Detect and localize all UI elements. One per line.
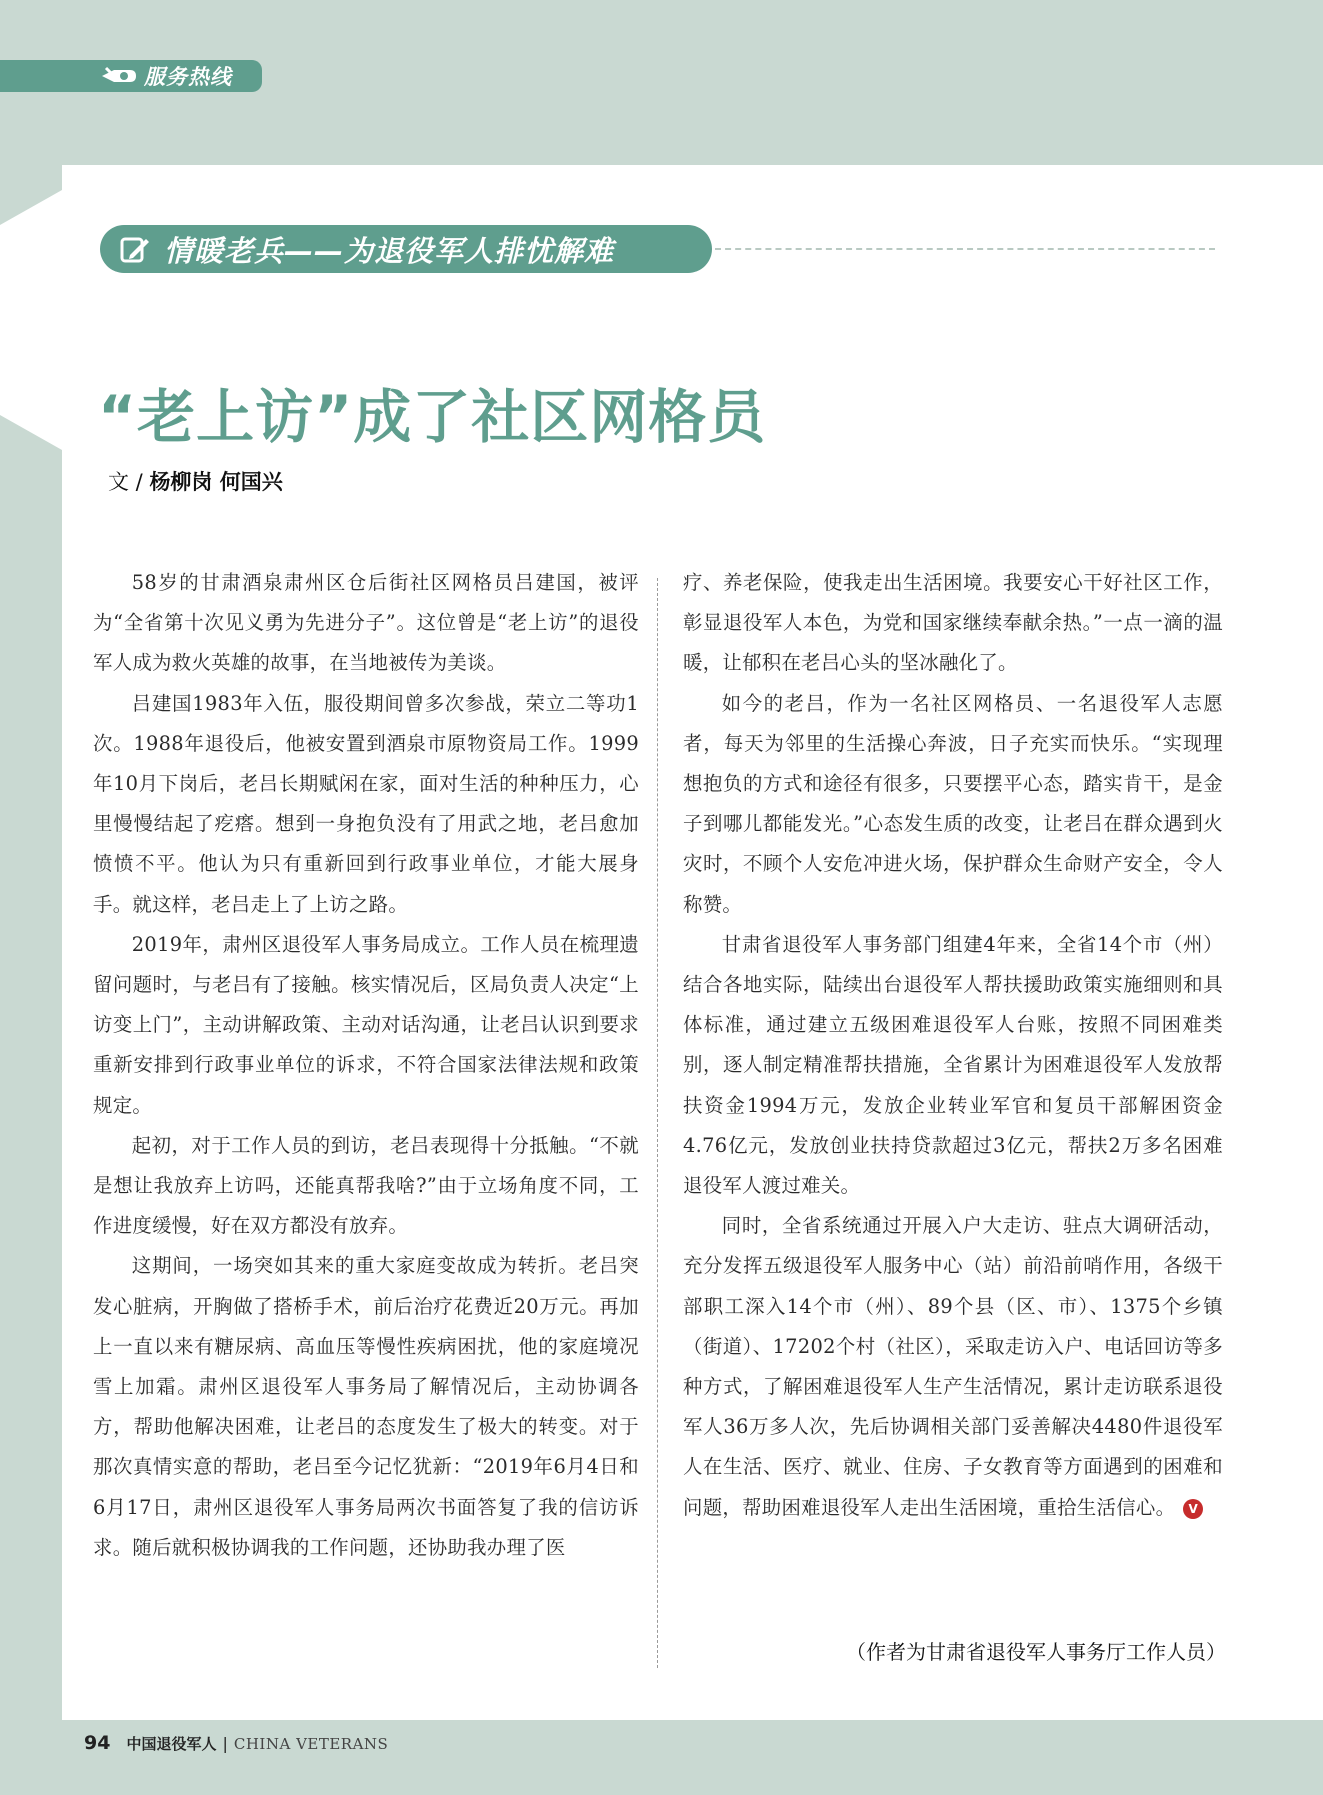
magazine-name-en: CHINA VETERANS <box>233 1735 389 1753</box>
paragraph: 2019年，肃州区退役军人事务局成立。工作人员在梳理遗留问题时，与老吕有了接触。核实情况后，区局负责人决定“上访变上门”，主动讲解政策、主动对话沟通，让老吕认识到要求重新安排到行政事业单位的诉求，不符合国家法律法规和政策规定。 <box>93 932 639 1117</box>
paragraph: 吕建国1983年入伍，服役期间曾多次参战，荣立二等功1次。1988年退役后，他被安置到酒泉市原物资局工作。1999年10月下岗后，老吕长期赋闲在家，面对生活的种种压力，心里慢慢结起了疙瘩。想到一身抱负没有了用武之地，老吕愈加愤愤不平。他认为只有重新回到行政事业单位，才能大展身手。就这样，老吕走上了上访之路。 <box>93 691 639 916</box>
column-banner-label: 情暖老兵——为退役军人排忧解难 <box>164 233 615 268</box>
paragraph-last-text: 同时，全省系统通过开展入户大走访、驻点大调研活动，充分发挥五级退役军人服务中心（站）前沿前哨作用，各级干部职工深入14个市（州）、89个县（区、市）、1375个乡镇（街道）、17202个村（社区），采取走访入户、电话回访等多种方式，了解困难退役军人生产生活情况，累计走访联系退役军人36万多人次，先后协调相关部门妥善解决4480件退役军人在生活、医疗、就业、住房、子女教育等方面遇到的困难和问题，帮助困难退役军人走出生活困境，重拾生活信心。 <box>683 1214 1223 1519</box>
section-tag-label: 服务热线 <box>144 65 232 89</box>
byline <box>108 466 283 496</box>
byline-prefix: 文 / <box>108 470 150 494</box>
pen-icon <box>120 235 150 265</box>
paragraph: 起初，对于工作人员的到访，老吕表现得十分抵触。“不就是想让我放弃上访吗，还能真帮我啥?”由于立场角度不同，工作进度缓慢，好在双方都没有放弃。 <box>93 1133 639 1238</box>
end-mark-icon: V <box>1183 1499 1203 1519</box>
paragraph: 这期间，一场突如其来的重大家庭变故成为转折。老吕突发心脏病，开胸做了搭桥手术，前后治疗花费近20万元。再加上一直以来有糖尿病、高血压等慢性疾病困扰，他的家庭境况雪上加霜。肃州区退役军人事务局了解情况后，主动协调各方，帮助他解决困难，让老吕的态度发生了极大的转变。对于那次真情实意的帮助，老吕至今记忆犹新：“2019年6月4日和6月17日，肃州区退役军人事务局两次书面答复了我的信访诉求。随后就积极协调我的工作问题，还协助我办理了医 <box>93 1254 639 1559</box>
article-title: “老上访”成了社区网格员 <box>98 383 767 451</box>
folio-separator: | <box>222 1734 228 1753</box>
paragraph-continuation: 疗、养老保险，使我走出生活困境。我要安心干好社区工作，彰显退役军人本色，为党和国家继续奉献余热。”一点一滴的温暖，让郁积在老吕心头的坚冰融化了。 <box>683 571 1223 675</box>
page-number: 94 <box>84 1732 111 1754</box>
paragraph: 如今的老吕，作为一名社区网格员、一名退役军人志愿者，每天为邻里的生活操心奔波，日子充实而快乐。“实现理想抱负的方式和途径有很多，只要摆平心态，踏实肯干，是金子到哪儿都能发光。”心态发生质的改变，让老吕在群众遇到火灾时，不顾个人安危冲进火场，保护群众生命财产安全，令人称赞。 <box>683 691 1223 916</box>
magazine-name: 中国退役军人 <box>126 1735 217 1753</box>
column-divider <box>657 578 658 1668</box>
byline-authors: 杨柳岗 何国兴 <box>149 470 283 494</box>
author-note: （作者为甘肃省退役军人事务厅工作人员） <box>846 1640 1226 1664</box>
paragraph: 甘肃省退役军人事务部门组建4年来，全省14个市（州）结合各地实际，陆续出台退役军人帮扶援助政策实施细则和具体标准，通过建立五级困难退役军人台账，按照不同困难类别，逐人制定精准帮扶措施，全省累计为困难退役军人发放帮扶资金1994万元，发放企业转业军官和复员干部解困资金4.76亿元，发放创业扶持贷款超过3亿元，帮扶2万多名困难退役军人渡过难关。 <box>683 932 1223 1198</box>
divider <box>715 248 1215 250</box>
column-banner <box>100 225 712 273</box>
paragraph-last <box>683 1206 1223 1528</box>
article-column-right <box>683 563 1223 1528</box>
folio <box>84 1732 388 1754</box>
whistle-icon <box>100 65 138 87</box>
article-column-left <box>93 563 639 1568</box>
paragraph: 58岁的甘肃酒泉肃州区仓后街社区网格员吕建国，被评为“全省第十次见义勇为先进分子”。这位曾是“老上访”的退役军人成为救火英雄的故事，在当地被传为美谈。 <box>93 571 639 675</box>
section-tag <box>0 60 262 92</box>
